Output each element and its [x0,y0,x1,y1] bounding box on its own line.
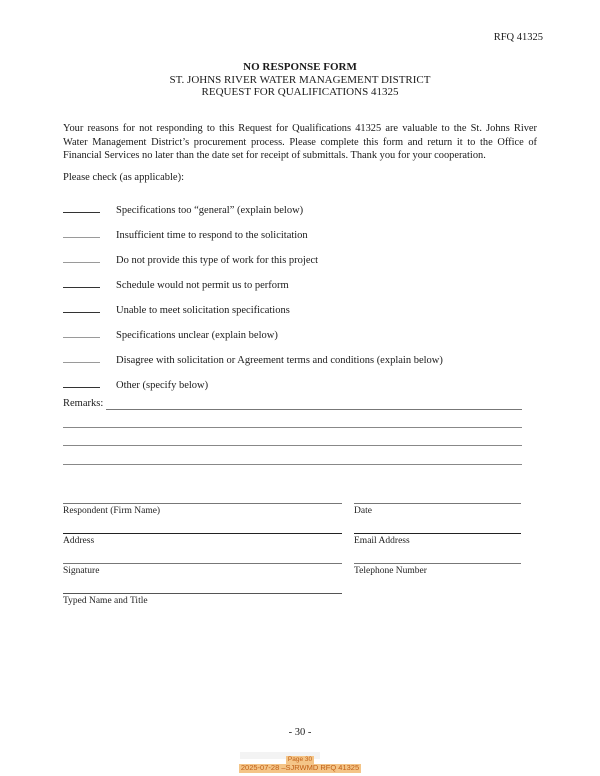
check-item-label: Specifications too “general” (explain below) [116,205,304,216]
address-label: Address [63,536,95,546]
typed-name-field-line [63,593,342,594]
checklist-heading: Please check (as applicable): [63,172,184,183]
check-blank-line [63,251,100,263]
intro-line: Your reasons for not responding to this Request for Qualifications 41325 are valuable to the St. Johns River [63,123,537,134]
check-item [63,226,308,242]
title-block [0,61,600,99]
remarks-line [63,445,522,446]
telephone-label: Telephone Number [354,566,427,576]
check-item-label: Do not provide this type of work for this project [116,255,319,266]
signature-field-line [63,563,342,564]
check-item-label: Disagree with solicitation or Agreement terms and conditions (explain below) [116,355,443,366]
remarks-line [63,427,522,428]
check-item [63,301,290,317]
check-item-label: Insufficient time to respond to the solicitation [116,230,308,241]
remarks-line [106,409,522,410]
district-name: ST. JOHNS RIVER WATER MANAGEMENT DISTRICT [169,73,431,86]
check-item-label: Other (specify below) [116,380,209,391]
check-item [63,276,289,292]
check-item-label: Unable to meet solicitation specifications [116,305,290,316]
typed-name-label: Typed Name and Title [63,596,148,606]
respondent-field-line [63,503,342,504]
check-item [63,201,303,217]
check-blank-line [63,301,100,313]
check-blank-line [63,226,100,238]
intro-line: Water Management District’s procurement process. Please complete this form and return it to the Office of [63,136,537,148]
rfq-reference: RFQ 41325 [493,32,543,43]
page-annotation: Page 30 [287,756,313,763]
check-item [63,376,208,392]
check-blank-line [63,201,100,213]
form-title: NO RESPONSE FORM [243,61,357,73]
check-item [63,326,278,342]
check-item [63,351,443,367]
respondent-label: Respondent (Firm Name) [63,506,161,516]
remarks-label: Remarks: [63,398,104,409]
check-blank-line [63,276,100,288]
remarks-line [63,464,522,465]
address-field-line [63,533,342,534]
intro-line: Financial Services no later than the date set for receipt of submittals. Thank you for your cooperation. [63,150,486,162]
rfq-subtitle: REQUEST FOR QUALIFICATIONS 41325 [201,86,399,98]
check-blank-line [63,376,100,388]
check-item [63,251,318,267]
check-blank-line [63,351,100,363]
date-label: Date [354,506,372,516]
signature-label: Signature [63,566,100,576]
email-label: Email Address [354,536,410,546]
check-item-label: Schedule would not permit us to perform [116,280,289,291]
email-field-line [354,533,521,534]
annotation-row [0,764,600,773]
page-number: - 30 - [288,727,312,738]
telephone-field-line [354,563,521,564]
check-blank-line [63,326,100,338]
date-rfq-annotation: 2025-07-28 –SJRWMD RFQ 41325 [240,763,360,772]
check-item-label: Specifications unclear (explain below) [116,330,278,341]
date-field-line [354,503,521,504]
intro-paragraph [63,122,537,163]
